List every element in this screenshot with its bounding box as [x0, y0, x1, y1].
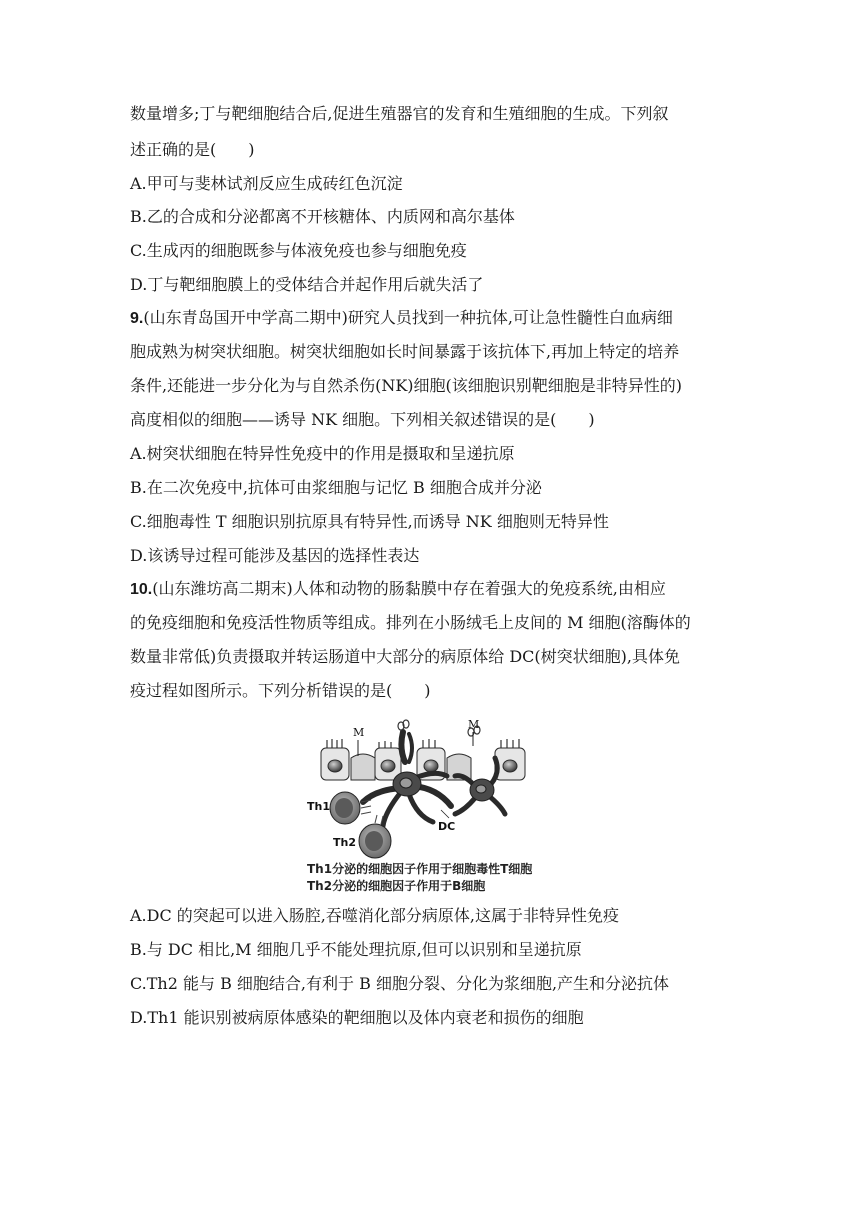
q9-option-a: A.树突状细胞在特异性免疫中的作用是摄取和呈递抗原	[130, 444, 515, 463]
q9-stem-line-4: 高度相似的细胞——诱导 NK 细胞。下列相关叙述错误的是( )	[130, 410, 595, 429]
label-th2: Th2	[333, 836, 356, 849]
q8-option-b: B.乙的合成和分泌都离不开核糖体、内质网和高尔基体	[130, 207, 515, 226]
q10-stem-text-1: (山东潍坊高二期末)人体和动物的肠黏膜中存在着强大的免疫系统,由相应	[152, 579, 666, 598]
label-dc: DC	[438, 820, 456, 833]
q10-number: 10.	[130, 581, 153, 598]
q9-stem-line-3: 条件,还能进一步分化为与自然杀伤(NK)细胞(该细胞识别靶细胞是非特异性的)	[130, 376, 683, 395]
dc-pointer	[441, 810, 449, 818]
q8-stem-line-1: 数量增多;丁与靶细胞结合后,促进生殖器官的发育和生殖细胞的生成。下列叙	[130, 104, 669, 123]
q10-option-a: A.DC 的突起可以进入肠腔,吞噬消化部分病原体,这属于非特异性免疫	[130, 906, 619, 925]
label-m-right: M	[468, 718, 480, 731]
q10-option-d: D.Th1 能识别被病原体感染的靶细胞以及体内衰老和损伤的细胞	[130, 1008, 584, 1027]
q10-option-b: B.与 DC 相比,M 细胞几乎不能处理抗原,但可以识别和呈递抗原	[130, 940, 582, 959]
q9-stem-line-1	[130, 308, 673, 328]
q10-stem-line-1	[130, 579, 666, 599]
q10-stem-line-4: 疫过程如图所示。下列分析错误的是( )	[130, 681, 431, 700]
q9-option-c: C.细胞毒性 T 细胞识别抗原具有特异性,而诱导 NK 细胞则无特异性	[130, 512, 609, 531]
q10-stem-line-3: 数量非常低)负责摄取并转运肠道中大部分的病原体给 DC(树突状细胞),具体免	[130, 647, 680, 666]
label-m-left: M	[353, 726, 365, 739]
microvilli	[327, 739, 519, 748]
q9-option-b: B.在二次免疫中,抗体可由浆细胞与记忆 B 细胞合成并分泌	[130, 478, 542, 497]
q9-stem-line-2: 胞成熟为树突状细胞。树突状细胞如长时间暴露于该抗体下,再加上特定的培养	[130, 342, 680, 361]
q9-option-d: D.该诱导过程可能涉及基因的选择性表达	[130, 546, 420, 565]
label-th1: Th1	[307, 800, 330, 813]
q10-stem-line-2: 的免疫细胞和免疫活性物质等组成。排列在小肠绒毛上皮间的 M 细胞(溶酶体的	[130, 613, 691, 632]
q9-stem-text-1: (山东青岛国开中学高二期中)研究人员找到一种抗体,可让急性髓性白血病细	[143, 308, 673, 327]
figure-caption-line-1: Th1分泌的细胞因子作用于细胞毒性T细胞	[307, 862, 533, 876]
q9-number: 9.	[130, 310, 144, 327]
q10-option-c: C.Th2 能与 B 细胞结合,有利于 B 细胞分裂、分化为浆细胞,产生和分泌抗体	[130, 974, 670, 993]
q8-stem-line-2: 述正确的是( )	[130, 140, 255, 159]
q8-option-c: C.生成丙的细胞既参与体液免疫也参与细胞免疫	[130, 241, 467, 260]
figure-caption-line-2: Th2分泌的细胞因子作用于B细胞	[307, 879, 486, 893]
q8-option-a: A.甲可与斐林试剂反应生成砖红色沉淀	[130, 174, 403, 193]
q8-option-d: D.丁与靶细胞膜上的受体结合并起作用后就失活了	[130, 275, 484, 294]
